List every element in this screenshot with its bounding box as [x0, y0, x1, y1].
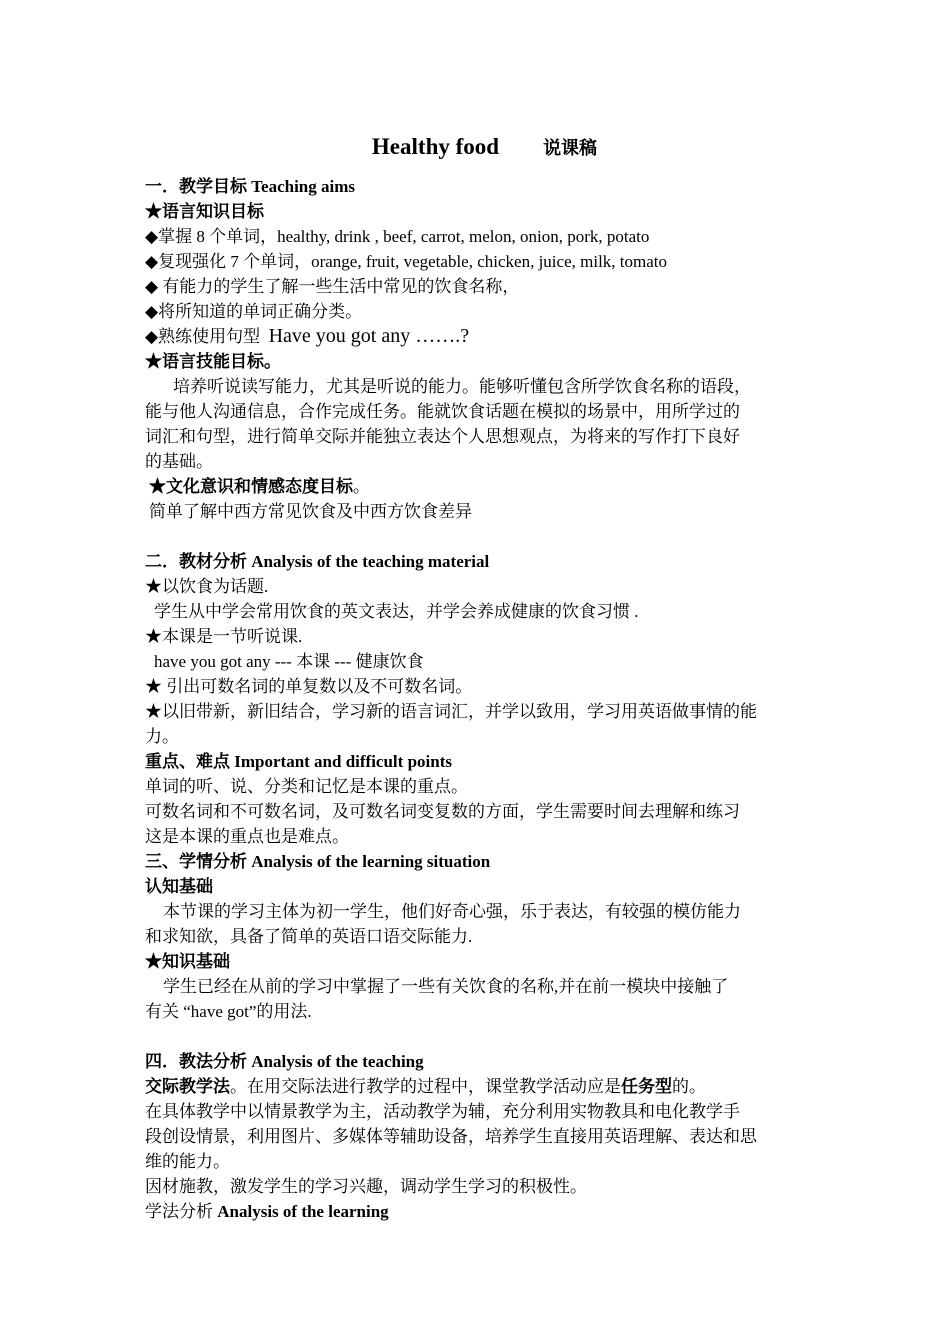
section-4-heading: 四．教法分析 Analysis of the teaching [145, 1052, 424, 1071]
s1-subheading-knowledge: ★语言知识目标 [145, 202, 264, 221]
s4-line-1 [145, 1074, 810, 1099]
s4-line-5: 因材施教，激发学生的学习兴趣，调动学生学习的积极性。 [145, 1177, 587, 1196]
s4-line-3: 段创设情景，利用图片、多媒体等辅助设备，培养学生直接用英语理解、表达和思 [145, 1127, 757, 1146]
s4-learning-english: Analysis of the learning [217, 1202, 389, 1221]
s1-skills-line-1: 培养听说读写能力，尤其是听说的能力。能够听懂包含所学饮食名称的语段， [173, 377, 751, 396]
s4-line-2: 在具体教学中以情景教学为主，活动教学为辅，充分利用实物教具和电化教学手 [145, 1102, 740, 1121]
s1-item-5-pattern: Have you got any …….? [268, 325, 470, 347]
s3-subheading-knowledge: ★知识基础 [145, 952, 230, 971]
s4-method-name: 交际教学法 [145, 1077, 230, 1096]
s2-line-3: ★本课是一节听说课. [145, 627, 303, 646]
s3-line-1: 本节课的学习主体为初一学生，他们好奇心强，乐于表达，有较强的模仿能力 [163, 902, 741, 921]
s2-line-8: 单词的听、说、分类和记忆是本课的重点。 [145, 777, 468, 796]
s1-culture-label: ★文化意识和情感态度目标 [149, 477, 353, 496]
s4-learning-label: 学法分析 [145, 1202, 218, 1221]
s3-line-4: 有关 “have got”的用法. [145, 1002, 312, 1021]
s1-item-5 [145, 324, 810, 349]
section-3-heading: 三、学情分析 Analysis of the learning situation [145, 852, 491, 871]
s1-culture-tail: 。 [353, 477, 370, 496]
document-body [145, 134, 810, 1224]
s1-item-1: ◆掌握 8 个单词，healthy, drink , beef, carrot, melon, onion, pork, potato [145, 227, 650, 246]
document-subtitle: 说课稿 [543, 138, 598, 158]
s2-line-10: 这是本课的重点也是难点。 [145, 827, 349, 846]
blank-line [145, 524, 810, 549]
section-2-heading: 二．教材分析 Analysis of the teaching material [145, 552, 490, 571]
s1-subheading-culture [145, 474, 810, 499]
s4-line-4: 维的能力。 [145, 1152, 230, 1171]
s3-subheading-cognitive: 认知基础 [145, 877, 213, 896]
s4-line-1-end: 的。 [672, 1077, 706, 1096]
s2-line-2: 学生从中学会常用饮食的英文表达，并学会养成健康的饮食习惯 . [154, 602, 639, 621]
s3-line-2: 和求知欲，具备了简单的英语口语交际能力. [145, 927, 473, 946]
s1-skills-line-2: 能与他人沟通信息，合作完成任务。能就饮食话题在模拟的场景中，用所学过的 [145, 402, 740, 421]
s2-line-5: ★ 引出可数名词的单复数以及不可数名词。 [145, 677, 473, 696]
s2-line-6: ★以旧带新，新旧结合，学习新的语言词汇，并学以致用，学习用英语做事情的能 [145, 702, 757, 721]
s2-line-9: 可数名词和不可数名词，及可数名词变复数的方面，学生需要时间去理解和练习 [145, 802, 740, 821]
s3-line-3: 学生已经在从前的学习中掌握了一些有关饮食的名称,并在前一模块中接触了 [163, 977, 729, 996]
s1-subheading-skills: ★语言技能目标。 [145, 352, 281, 371]
s4-line-6 [145, 1199, 810, 1224]
s1-item-3: ◆ 有能力的学生了解一些生活中常见的饮食名称， [145, 277, 520, 296]
document-title: Healthy food [371, 134, 500, 159]
s1-skills-line-3: 词汇和句型，进行简单交际并能独立表达个人思想观点，为将来的写作打下良好 [145, 427, 740, 446]
s2-key-points-heading: 重点、难点 Important and difficult points [145, 752, 452, 771]
s1-skills-line-4: 的基础。 [145, 452, 213, 471]
s4-line-1-text: 。在用交际法进行教学的过程中，课堂教学活动应是 [230, 1077, 621, 1096]
s1-culture-text: 简单了解中西方常见饮食及中西方饮食差异 [149, 502, 472, 521]
s1-item-4: ◆将所知道的单词正确分类。 [145, 302, 363, 321]
blank-line [145, 1024, 810, 1049]
title-row [145, 134, 810, 174]
s4-task-based: 任务型 [621, 1077, 672, 1096]
s1-item-2: ◆复现强化 7 个单词，orange, fruit, vegetable, chicken, juice, milk, tomato [145, 252, 668, 271]
s2-line-7: 力。 [145, 727, 179, 746]
s1-item-5-label: ◆熟练使用句型 [145, 327, 261, 346]
s2-line-4: have you got any --- 本课 --- 健康饮食 [154, 652, 424, 671]
section-1-heading: 一．教学目标 Teaching aims [145, 177, 356, 196]
s2-line-1: ★以饮食为话题. [145, 577, 269, 596]
